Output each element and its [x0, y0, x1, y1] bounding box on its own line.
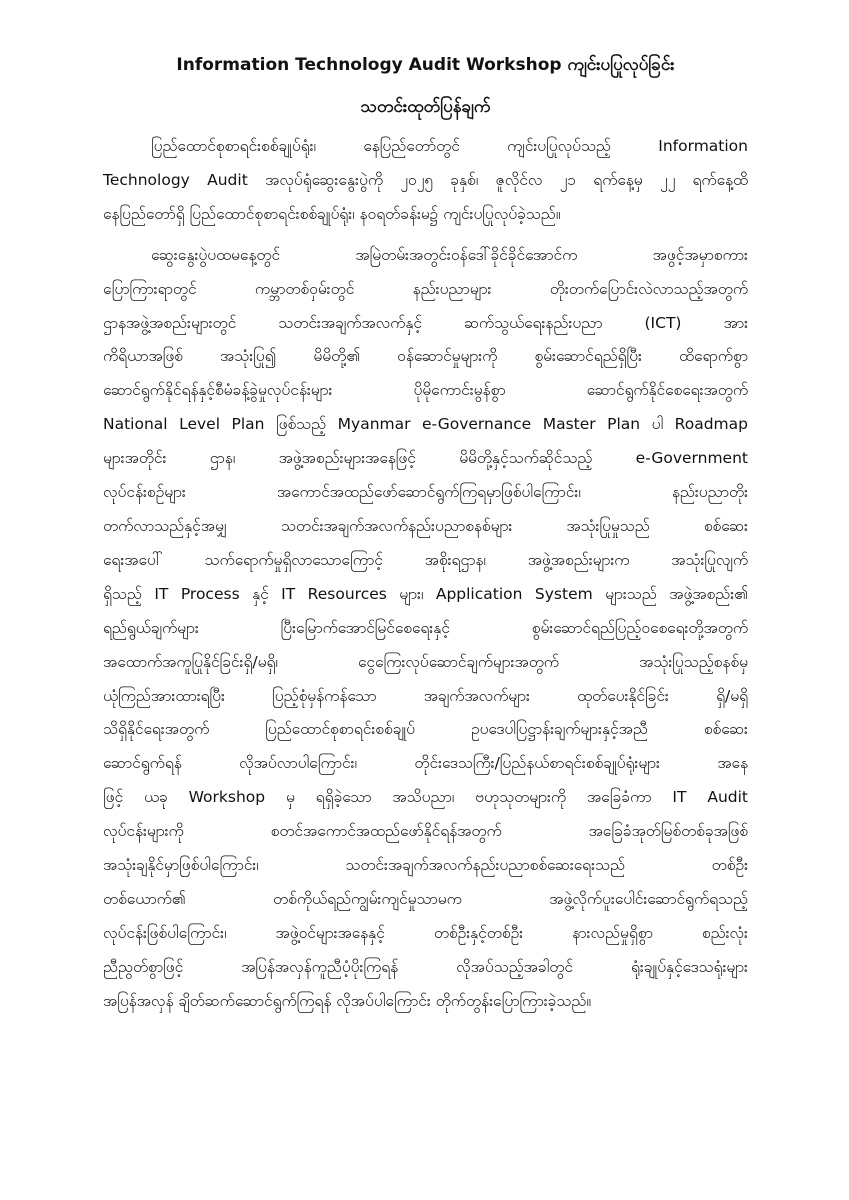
- paragraph-line: တစ်ယောက်၏ တစ်ကိုယ်ရည်ကျွမ်းကျင်မှုသာမက အဖွဲ့လိုက်ပူးပေါင်းဆောင်ရွက်ရသည့်: [103, 889, 748, 908]
- paragraph-line: National Level Plan ဖြစ်သည့် Myanmar e-Governance Master Plan ပါ Roadmap: [103, 415, 748, 434]
- paragraph-line: သိရှိနိုင်ရေးအတွက် ပြည်ထောင်စုစာရင်းစစ်ချုပ် ဥပဒေပါပြဋ္ဌာန်းချက်များနှင့်အညီ စစ်ဆေး: [103, 720, 748, 739]
- paragraph-line: ဖြင့် ယခု Workshop မှ ရရှိခဲ့သော အသိပညာ၊ ဗဟုသုတများကို အခြေခံကာ IT Audit: [103, 788, 748, 807]
- paragraph-line: အထောက်အကူပြုနိုင်ခြင်းရှိ/မရှိ၊ ငွေကြေးလုပ်ဆောင်ချက်များအတွက် အသုံးပြုသည့်စနစ်မှ: [103, 652, 748, 671]
- paragraph-line: အသုံးချနိုင်မှာဖြစ်ပါကြောင်း၊ သတင်းအချက်အလက်နည်းပညာစစ်ဆေးရေးသည် တစ်ဦး: [103, 856, 748, 875]
- document-subtitle: သတင်းထုတ်ပြန်ချက်: [360, 97, 491, 117]
- paragraph-line: လုပ်ငန်းဖြစ်ပါကြောင်း၊ အဖွဲ့ဝင်များအနေနှင့် တစ်ဦးနှင့်တစ်ဦး နားလည်မှုရှိစွာ စည်းလုံး: [103, 923, 748, 942]
- paragraph-line: ရည်ရွယ်ချက်များ ပြီးမြောက်အောင်မြင်စေရေးနှင့် စွမ်းဆောင်ရည်ပြည့်ဝစေရေးတို့အတွက်: [103, 618, 748, 637]
- paragraph-line: Technology Audit အလုပ်ရုံဆွေးနွေးပွဲကို ၂၀၂၅ ခုနှစ်၊ ဇူလိုင်လ ၂၁ ရက်နေ့မှ ၂၂ ရက်နေ့ထိ: [103, 170, 748, 189]
- paragraph-line: ဆောင်ရွက်ရန် လိုအပ်လာပါကြောင်း၊ တိုင်းဒေသကြီး/ပြည်နယ်စာရင်းစစ်ချုပ်ရုံးများ အနေ: [103, 754, 748, 773]
- paragraph-line: တက်လာသည်နှင့်အမျှ သတင်းအချက်အလက်နည်းပညာစနစ်များ အသုံးပြုမှုသည် စစ်ဆေး: [103, 516, 748, 535]
- paragraph-line: ပြည်ထောင်စုစာရင်းစစ်ချုပ်ရုံး၊ နေပြည်တော်တွင် ကျင်းပပြုလုပ်သည့် Information: [151, 137, 748, 155]
- paragraph-line: ပြောကြားရာတွင် ကမ္ဘာတစ်ဝှမ်းတွင် နည်းပညာများ တိုးတက်ပြောင်းလဲလာသည့်အတွက်: [103, 279, 748, 298]
- paragraph-line: လုပ်ငန်းစဉ်များ အကောင်အထည်ဖော်ဆောင်ရွက်ကြရမှာဖြစ်ပါကြောင်း၊ နည်းပညာတိုး: [103, 483, 748, 502]
- paragraph-line: ရေးအပေါ် သက်ရောက်မှုရှိလာသောကြောင့် အစိုးရဌာန၊ အဖွဲ့အစည်းများက အသုံးပြုလျက်: [103, 550, 748, 569]
- paragraph-line: ဆောင်ရွက်နိုင်ရန်နှင့်စီမံခန့်ခွဲမှုလုပ်ငန်းများ ပိုမိုကောင်းမွန်စွာ ဆောင်ရွက်နိုင်စေရေးအတွက်: [103, 381, 748, 400]
- document-title: Information Technology Audit Workshop ကျင်းပပြုလုပ်ခြင်း: [176, 55, 675, 75]
- paragraph-1: [103, 130, 748, 232]
- paragraph-line: နေပြည်တော်ရှိ ပြည်ထောင်စုစာရင်းစစ်ချုပ်ရုံး၊ န၀ရတ်ခန်းမ၌ ကျင်းပပြုလုပ်ခဲ့သည်။: [103, 204, 561, 223]
- paragraph-2: [103, 239, 748, 1019]
- paragraph-line: ဌာနအဖွဲ့အစည်းများတွင် သတင်းအချက်အလက်နှင့် ဆက်သွယ်ရေးနည်းပညာ (ICT) အား: [103, 313, 748, 332]
- paragraph-line: ကိရိယာအဖြစ် အသုံးပြု၍ မိမိတို့၏ ဝန်ဆောင်မှုများကို စွမ်းဆောင်ရည်ရှိပြီး ထိရောက်စွာ: [103, 347, 748, 366]
- paragraph-line: လုပ်ငန်းများကို စတင်အကောင်အထည်ဖော်နိုင်ရန်အတွက် အခြေခံအုတ်မြစ်တစ်ခုအဖြစ်: [103, 822, 748, 841]
- paragraph-line: ယုံကြည်အားထားရပြီး ပြည့်စုံမှန်ကန်သော အချက်အလက်များ ထုတ်ပေးနိုင်ခြင်း ရှိ/မရှိ: [103, 686, 748, 705]
- paragraph-line: အပြန်အလှန် ချိတ်ဆက်ဆောင်ရွက်ကြရန် လိုအပ်ပါကြောင်း တိုက်တွန်းပြောကြားခဲ့သည်။: [103, 991, 592, 1010]
- paragraph-line: များအတိုင်း ဌာန၊ အဖွဲ့အစည်းများအနေဖြင့် မိမိတို့နှင့်သက်ဆိုင်သည့် e-Government: [103, 449, 748, 468]
- paragraph-line: ရှိသည့် IT Process နှင့် IT Resources များ၊ Application System များသည် အဖွဲ့အစည်း၏: [103, 584, 748, 603]
- paragraph-line: ဆွေးနွေးပွဲပထမနေ့တွင် အမြဲတမ်းအတွင်းဝန်ဒေါ်ခိုင်ခိုင်အောင်က အဖွင့်အမှာစကား: [151, 245, 748, 264]
- paragraph-line: ညီညွတ်စွာဖြင့် အပြန်အလှန်ကူညီပံ့ပိုးကြရန် လိုအပ်သည့်အခါတွင် ရုံးချုပ်နှင့်ဒေသရုံးများ: [103, 957, 748, 976]
